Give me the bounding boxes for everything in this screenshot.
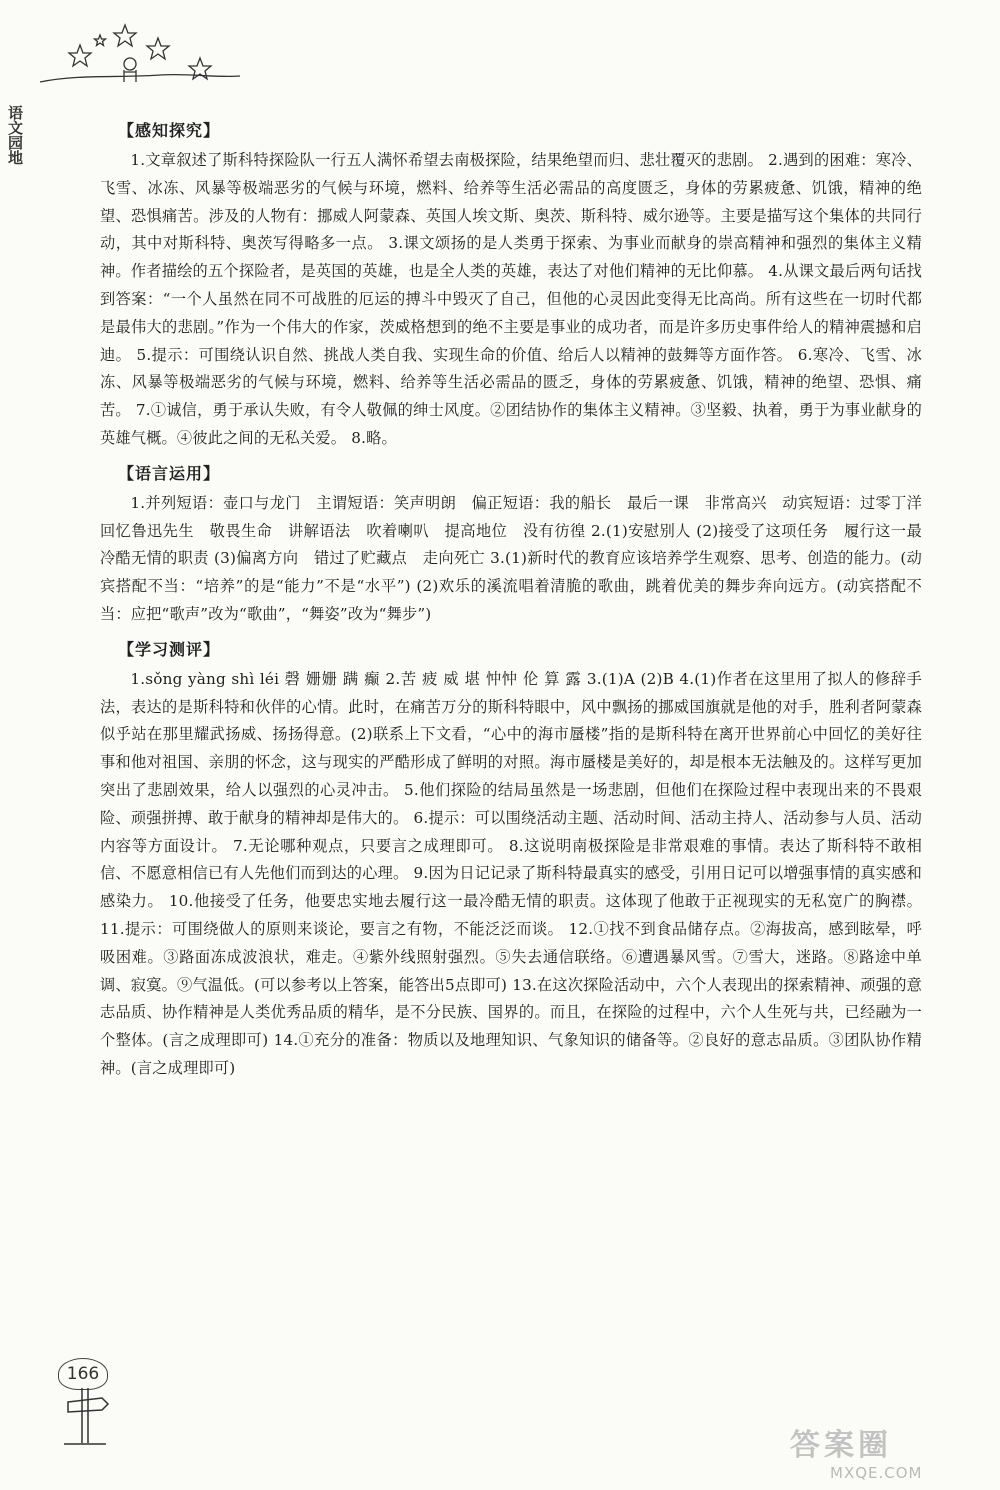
page-number: 166 — [58, 1358, 108, 1390]
star-icon — [114, 25, 136, 46]
star-icon — [95, 35, 106, 46]
watermark-url: MXQE.COM — [830, 1464, 923, 1482]
section-language — [100, 461, 938, 629]
star-icon — [69, 45, 91, 66]
section-heading: 【语言运用】 — [118, 463, 221, 483]
watermark-logo-text: 答案圈 — [790, 1428, 892, 1463]
signpost-icon — [54, 1388, 114, 1448]
answer-content — [100, 118, 938, 1091]
section-perception — [100, 118, 922, 453]
stars-decoration — [40, 20, 240, 90]
section-text: 1.sǒng yàng shì léi 磬 姗姗 蹒 癫 2.苦 疲 威 堪 忡忡 伦 算 露 3.(1)A (2)B 4.(1)作者在这里用了拟人的修辞手法，表达的是斯科特和伙伴的心情。此时，在痛苦万分的斯科特眼中，风中飘扬的挪威国旗就是他的对手，胜利者阿蒙森似乎站在那里耀武扬威、扬扬得意。(2)联系上下文看，“心中的海市蜃楼”指的是斯科特在离开世界前心中回忆的美好往事和他对祖国、亲朋的怀念，这与现实的严酷形成了鲜明的对照。海市蜃楼是美好的，却是根本无法触及的。这样写更加突出了悲剧效果，给人以强烈的心灵冲击。 5.他们探险的结局虽然是一场悲剧，但他们在探险过程中表现出来的不畏艰险、顽强拼搏、敢于献身的精神却是伟大的。 6.提示：可以围绕活动主题、活动时间、活动主持人、活动参与人员、活动内容等方面设计。 7.无论哪种观点，只要言之成理即可。 8.这说明南极探险是非常艰难的事情。表达了斯科特不敢相信、不愿意相信已有人先他们而到达的心理。 9.因为日记记录了斯科特最真实的感受，引用日记可以增强事情的真实感和感染力。 10.他接受了任务，他要忠实地去履行这一最冷酷无情的职责。这体现了他敢于正视现实的无私宽广的胸襟。 11.提示：可围绕做人的原则来谈论，要言之有物，不能泛泛而谈。 12.①找不到食品储存点。②海拔高，感到眩晕，呼吸困难。③路面冻成波浪状，难走。④紫外线照射强烈。⑤失去通信联络。⑥遭遇暴风雪。⑦雪大，迷路。⑧路途中单调、寂寞。⑨气温低。(可以参考以上答案，能答出5点即可) 13.在这次探险活动中，六个人表现出的探索精神、顽强的意志品质、协作精神是人类优秀品质的精华，是不分民族、国界的。而且，在探险的过程中，六个人生死与共，已经融为一个整体。(言之成理即可) 14.①充分的准备：物质以及地理知识、气象知识的储备等。②良好的意志品质。③团队协作精神。(言之成理即可) — [100, 669, 922, 1077]
section-heading: 【感知探究】 — [118, 121, 221, 140]
watermark — [790, 1420, 990, 1482]
star-icon — [147, 38, 169, 59]
side-label: 语文园地 — [8, 104, 24, 167]
section-text: 1.文章叙述了斯科特探险队一行五人满怀希望去南极探险，结果绝望而归、悲壮覆灭的悲剧。 2.遇到的困难：寒冷、飞雪、冰冻、风暴等极端恶劣的气候与环境，燃料、给养等生活必需品的高度匮乏，身体的劳累疲惫、饥饿，精神的绝望、恐惧痛苦。涉及的人物有：挪威人阿蒙森、英国人埃文斯、奥茨、斯科特、威尔逊等。主要是描写这个集体的共同行动，其中对斯科特、奥茨写得略多一点。 3.课文颂扬的是人类勇于探索、为事业而献身的崇高精神和强烈的集体主义精神。作者描绘的五个探险者，是英国的英雄，也是全人类的英雄，表达了对他们精神的无比仰慕。 4.从课文最后两句话找到答案：“一个人虽然在同不可战胜的厄运的搏斗中毁灭了自己，但他的心灵因此变得无比高尚。所有这些在一切时代都是最伟大的悲剧。”作为一个伟大的作家，茨威格想到的绝不主要是事业的成功者，而是许多历史事件给人的精神震撼和启迪。 5.提示：可围绕认识自然、挑战人类自我、实现生命的价值、给后人以精神的鼓舞等方面作答。 6.寒冷、飞雪、冰冻、风暴等极端恶劣的气候与环境，燃料、给养等生活必需品的匮乏，身体的劳累疲惫、饥饿，精神的绝望、恐惧、痛苦。 7.①诚信，勇于承认失败，有令人敬佩的绅士风度。②团结协作的集体主义精神。③坚毅、执着，勇于为事业献身的英雄气概。④彼此之间的无私关爱。 8.略。 — [100, 151, 922, 447]
section-text: 1.并列短语：壶口与龙门 主谓短语：笑声明朗 偏正短语：我的船长 最后一课 非常高兴 动宾短语：过零丁洋 回忆鲁迅先生 敬畏生命 讲解语法 吹着喇叭 提高地位 没有彷徨 2.(1)安慰别人 (2)接受了这项任务 履行这一最冷酷无情的职责 (3)偏离方向 错过了贮藏点 走向死亡 3.(1)新时代的教育应该培养学生观察、思考、创造的能力。(动宾搭配不当：“培养”的是“能力”不是“水平”) (2)欢乐的溪流唱着清脆的歌曲，跳着优美的舞步奔向远方。(动宾搭配不当：应把“歌声”改为“歌曲”，“舞姿”改为“舞步”) — [100, 493, 938, 623]
section-assessment — [100, 637, 922, 1083]
section-heading: 【学习测评】 — [118, 639, 221, 659]
